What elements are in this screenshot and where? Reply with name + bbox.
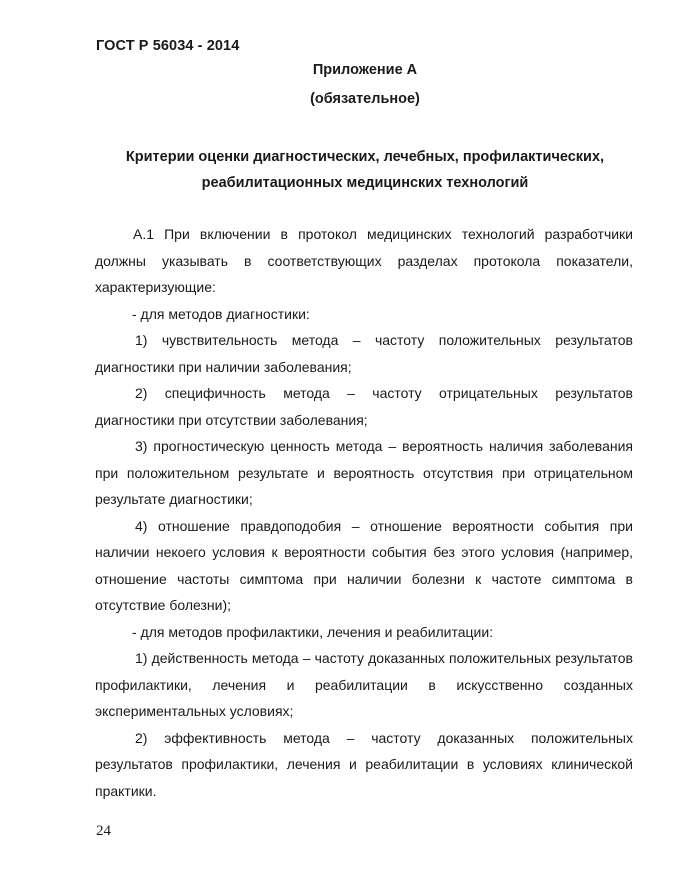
list-heading-treatment: - для методов профилактики, лечения и реабилитации: [132,623,494,640]
appendix-status: (обязательное) [310,91,420,107]
list-item-efficacy: 1) действенность метода – частоту доказанных положительных результатов профилактики, лечения и реабилитации в искусственно созданных экспериментальных условиях; [95,650,633,719]
list-item-predictive-value: 3) прогностическую ценность метода – вероятность наличия заболевания при положительном результате и вероятность отсутствия при отрицательном результате диагностики; [95,438,633,507]
document-code: ГОСТ Р 56034 - 2014 [96,38,240,54]
paragraph-a1: А.1 При включении в протокол медицинских технологий разработчики должны указывать в соответствующих разделах протокола показатели, характеризующие: [95,226,633,295]
appendix-label: Приложение А [312,62,418,78]
list-item-likelihood-ratio: 4) отношение правдоподобия – отношение вероятности события при наличии некоего условия к вероятности события без этого условия (например, отношение частоты симптома при наличии болезни к частоте симптома в отсутствие болезни); [95,517,633,613]
appendix-title-line-1: Критерии оценки диагностических, лечебных, профилактических, [125,149,605,165]
list-heading-diagnostics: - для методов диагностики: [132,305,310,322]
appendix-title [0,144,680,196]
list-item-effectiveness: 2) эффективность метода – частоту доказанных положительных результатов профилактики, лечения и реабилитации в условиях клинической практики. [95,729,633,799]
page-number: 24 [96,823,111,839]
list-item-specificity: 2) специфичность метода – частоту отрицательных результатов диагностики при отсутствии заболевания; [95,385,633,428]
body-text [95,221,633,804]
list-item-sensitivity: 1) чувствительность метода – частоту положительных результатов диагностики при наличии заболевания; [95,332,633,375]
appendix-title-line-2: реабилитационных медицинских технологий [201,175,529,191]
